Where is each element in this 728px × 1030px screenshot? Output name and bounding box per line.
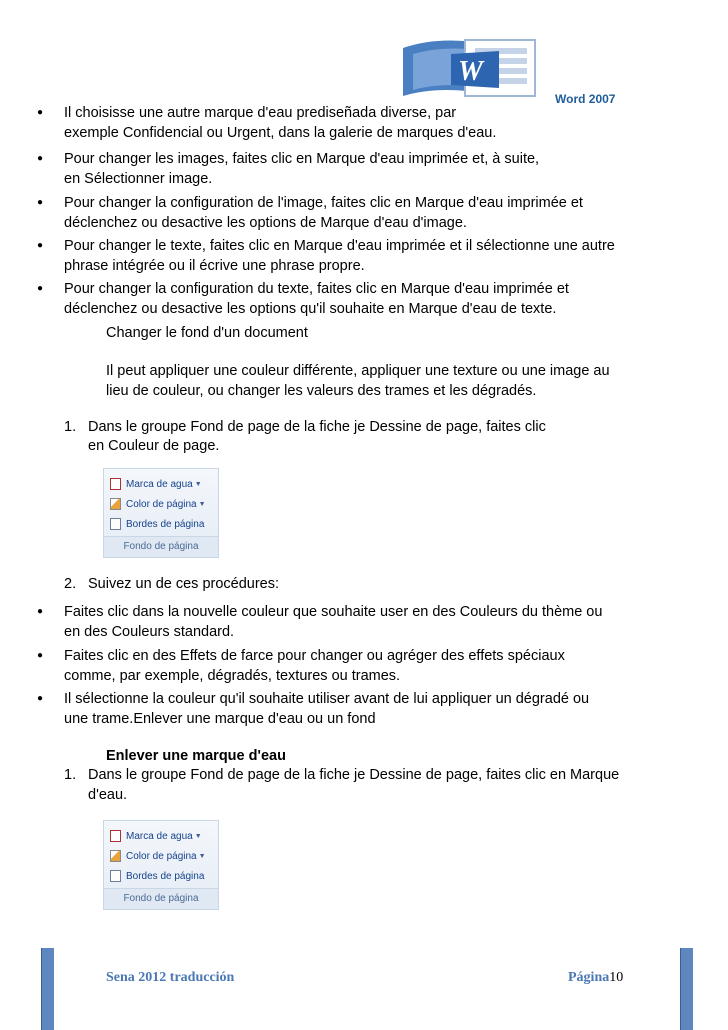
paint-bucket-icon <box>110 498 121 510</box>
footer-text: Sena 2012 traducción <box>106 970 235 985</box>
dropdown-arrow-icon: ▼ <box>198 852 206 860</box>
bullet-text: une trame.Enlever une marque d'eau ou un fond <box>64 711 376 727</box>
ribbon-item-page-borders: Bordes de página <box>110 867 204 885</box>
page-number <box>568 970 623 986</box>
watermark-icon <box>110 478 121 490</box>
step-text: Dans le groupe Fond de page de la fiche je Dessine de page, faites clic en Marque <box>88 767 620 783</box>
bullet-text: comme, par exemple, dégradés, textures ou trames. <box>64 668 401 684</box>
bullet-text: Pour changer la configuration de l'image, faites clic en Marque d'eau imprimée et <box>64 195 583 211</box>
step-text: d'eau. <box>88 787 128 803</box>
word-2007-logo <box>403 38 553 100</box>
bullet-text: en des Couleurs standard. <box>64 624 235 640</box>
bullet-text: Faites clic dans la nouvelle couleur que souhaite user en des Couleurs du thème ou <box>64 604 603 620</box>
ribbon-item-page-borders: Bordes de página <box>110 515 204 533</box>
bullet-text: Pour changer les images, faites clic en Marque d'eau imprimée et, à suite, <box>64 151 540 167</box>
bullet-icon: ● <box>37 107 44 118</box>
page-borders-icon <box>110 870 121 882</box>
page-label: Página <box>568 970 610 985</box>
ribbon-item-page-color: Color de página ▼ <box>110 495 206 513</box>
bullet-text: Pour changer la configuration du texte, faites clic en Marque d'eau imprimée et <box>64 281 569 297</box>
bullet-text: déclenchez ou desactive les options qu'il souhaite en Marque d'eau de texte. <box>64 301 557 317</box>
page-borders-icon <box>110 518 121 530</box>
watermark-icon <box>110 830 121 842</box>
paint-bucket-icon <box>110 850 121 862</box>
step-number: 2. <box>64 576 77 592</box>
bullet-text: phrase intégrée ou il écrive une phrase propre. <box>64 258 365 274</box>
bullet-text: Il sélectionne la couleur qu'il souhaite utiliser avant de lui appliquer un dégradé ou <box>64 691 590 707</box>
header-label: Word 2007 <box>555 92 616 106</box>
bullet-icon: ● <box>37 606 44 617</box>
step-text: Dans le groupe Fond de page de la fiche je Dessine de page, faites clic <box>88 419 546 435</box>
bullet-text: en Sélectionner image. <box>64 171 213 187</box>
bullet-text: déclenchez ou desactive les options de Marque d'eau d'image. <box>64 215 467 231</box>
step-text: en Couleur de page. <box>88 438 220 454</box>
ribbon-screenshot <box>103 820 219 910</box>
step-number: 1. <box>64 767 77 783</box>
bullet-text: Faites clic en des Effets de farce pour changer ou agréger des effets spéciaux <box>64 648 565 664</box>
ribbon-group-label: Fondo de página <box>104 536 218 557</box>
dropdown-arrow-icon: ▼ <box>198 500 206 508</box>
dropdown-arrow-icon: ▼ <box>194 480 202 488</box>
bullet-icon: ● <box>37 650 44 661</box>
svg-text:W: W <box>458 56 483 87</box>
ribbon-item-watermark: Marca de agua ▼ <box>110 475 202 493</box>
section-heading: Changer le fond d'un document <box>106 325 308 341</box>
footer-bar-right <box>680 948 693 1030</box>
page-number-value: 10 <box>609 970 624 985</box>
bullet-text: Il choisisse une autre marque d'eau prediseñada diverse, par <box>64 105 457 121</box>
bullet-text: Pour changer le texte, faites clic en Marque d'eau imprimée et il sélectionne une autre <box>64 238 615 254</box>
bullet-icon: ● <box>37 693 44 704</box>
bullet-icon: ● <box>37 197 44 208</box>
ribbon-screenshot <box>103 468 219 558</box>
bullet-icon: ● <box>37 283 44 294</box>
footer-bar-left <box>41 948 54 1030</box>
ribbon-group-label: Fondo de página <box>104 888 218 909</box>
bullet-icon: ● <box>37 240 44 251</box>
dropdown-arrow-icon: ▼ <box>194 832 202 840</box>
bullet-icon: ● <box>37 153 44 164</box>
bullet-text: exemple Confidencial ou Urgent, dans la galerie de marques d'eau. <box>64 125 497 141</box>
section-heading: Enlever une marque d'eau <box>106 748 286 764</box>
section-paragraph: Il peut appliquer une couleur différente, appliquer une texture ou une image au <box>106 363 610 379</box>
step-text: Suivez un de ces procédures: <box>88 576 280 592</box>
step-number: 1. <box>64 419 77 435</box>
ribbon-item-watermark: Marca de agua ▼ <box>110 827 202 845</box>
ribbon-item-page-color: Color de página ▼ <box>110 847 206 865</box>
section-paragraph: lieu de couleur, ou changer les valeurs des trames et les dégradés. <box>106 383 537 399</box>
